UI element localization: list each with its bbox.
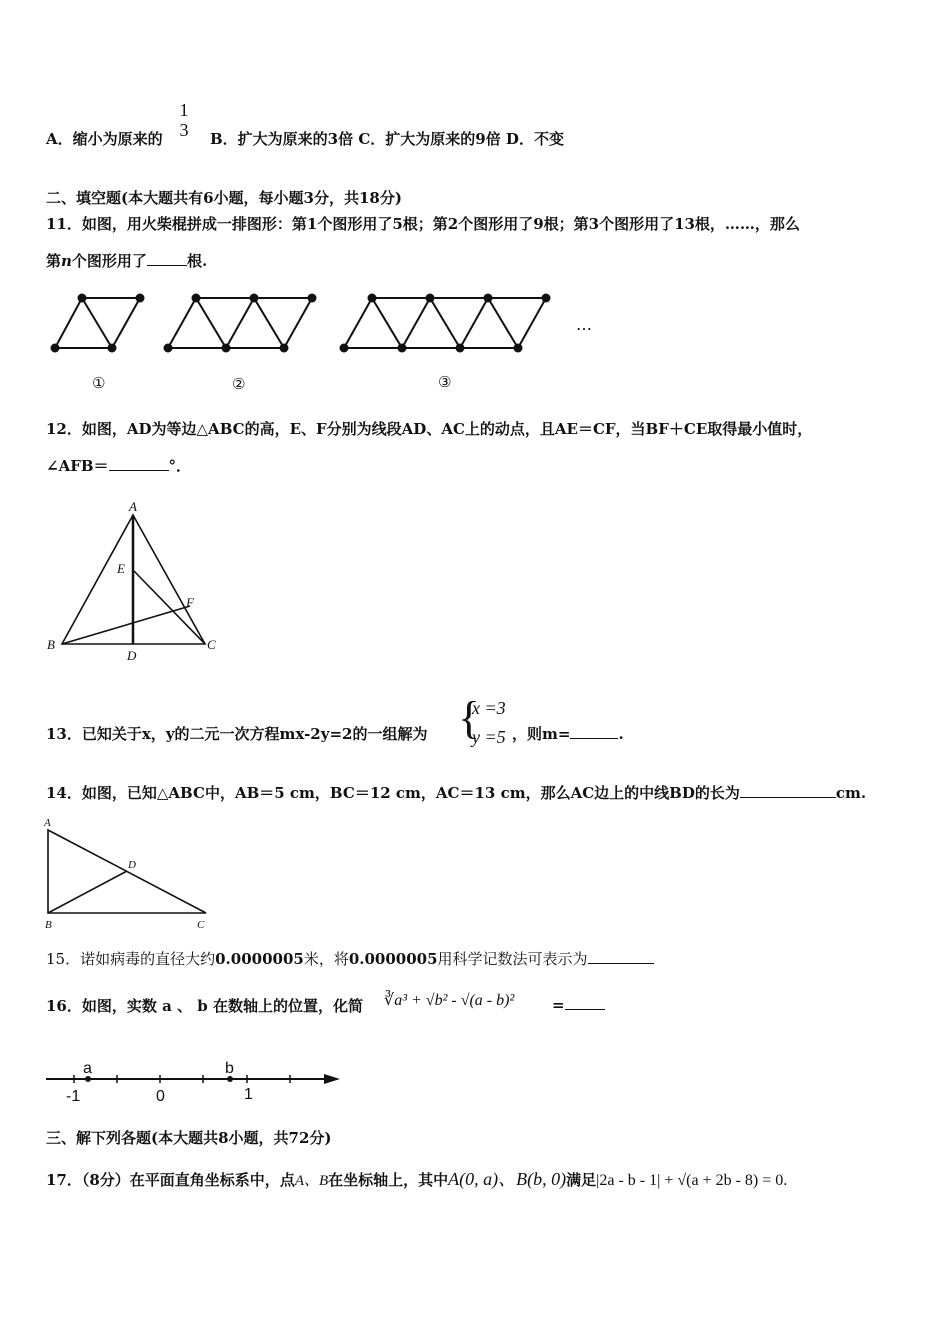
q16-label-one: 1 [244,1086,253,1103]
q17-points: A、B [294,1173,329,1189]
q17-text-c: 满足 [566,1171,597,1189]
q10-frac-num: 1 [179,100,189,120]
q11-text-line1: 11．如图，用火柴棍拼成一排图形：第1个图形用了5根；第2个图形用了9根；第3个图形用了13根，……，那么 [46,215,800,233]
q11-label-1: ① [92,374,106,392]
q14-point-c: C [197,919,205,931]
q17-condition: |2a - b - 1| + √(a + 2b - 8) = 0. [596,1172,788,1189]
q12-point-a: A [129,499,137,514]
q12-point-b: B [47,637,55,652]
q16-label-zero: 0 [156,1088,165,1105]
q16-label-a: a [83,1060,92,1077]
q15-text-b: 米，将 [303,950,349,968]
q12-point-c: C [207,637,216,652]
q14-unit: cm. [835,784,867,802]
q13-eq1: x =3 [472,698,506,718]
section2-title: 二、填空题(本大题共有6小题，每小题3分，共18分) [46,189,402,207]
q16-eq: = [552,996,565,1014]
q16-label-b: b [225,1060,234,1077]
q16-text: 16．如图，实数 a 、 b 在数轴上的位置，化简 [46,997,363,1015]
q16-label-neg1: -1 [66,1088,81,1105]
q12-text-suffix: °． [168,457,192,475]
q11-label-2: ② [232,375,246,393]
q11-var-n: n [61,252,72,270]
q10-frac-den: 3 [179,120,189,140]
section3-title: 三、解下列各题(本大题共8小题，共72分) [46,1129,332,1147]
q16-expression: ∛a³ + √b² - √(a - b)² [384,992,515,1009]
q11-text-suffix: 根. [186,252,208,270]
q13-text-after: ，则m= [512,725,571,743]
q14-point-b: B [45,919,52,931]
q15-num2: 0.0000005 [348,950,438,968]
q10-options-rest: B．扩大为原来的3倍 C．扩大为原来的9倍 D．不变 [210,130,564,148]
q11-text-prefix: 第 [46,252,62,270]
q10-option-a: A．缩小为原来的 [46,130,163,148]
q11-ellipsis: … [576,315,592,334]
q12-text-prefix: ∠AFB＝ [46,457,109,475]
q11-label-3: ③ [438,373,452,391]
q15-text-a: 15．诺如病毒的直径大约 [46,950,216,968]
q15-num1: 0.0000005 [215,950,304,968]
q17-text-a: 17．（8分）在平面直角坐标系中，点 [46,1171,295,1189]
q11-text-mid: 个图形用了 [71,252,147,270]
q14-text: 14．如图，已知△ABC中，AB＝5 cm，BC＝12 cm，AC＝13 cm，那么AC边上的中线BD的长为 [46,784,740,802]
q12-text-line1: 12．如图，AD为等边△ABC的高，E、F分别为线段AD、AC上的动点，且AE＝CF，当BF＋CE取得最小值时， [46,420,813,438]
q14-point-a: A [44,817,51,829]
q12-point-e: E [117,561,125,576]
q13-brace: { [458,692,481,743]
q12-point-d: D [127,648,137,663]
q12-point-f: F [186,595,194,610]
q13-text-before: 13．已知关于x，y的二元一次方程mx-2y=2的一组解为 [46,725,428,743]
q13-text-end: . [618,725,624,743]
q17-text-line [46,1165,787,1191]
q15-text-c: 用科学记数法可表示为 [437,950,588,968]
q13-eq2: y =5 [472,727,506,747]
q14-point-d: D [128,859,136,871]
q17-text-b: 在坐标轴上，其中 [328,1171,449,1189]
q17-coords: A(0, a)、B(b, 0) [448,1169,567,1189]
